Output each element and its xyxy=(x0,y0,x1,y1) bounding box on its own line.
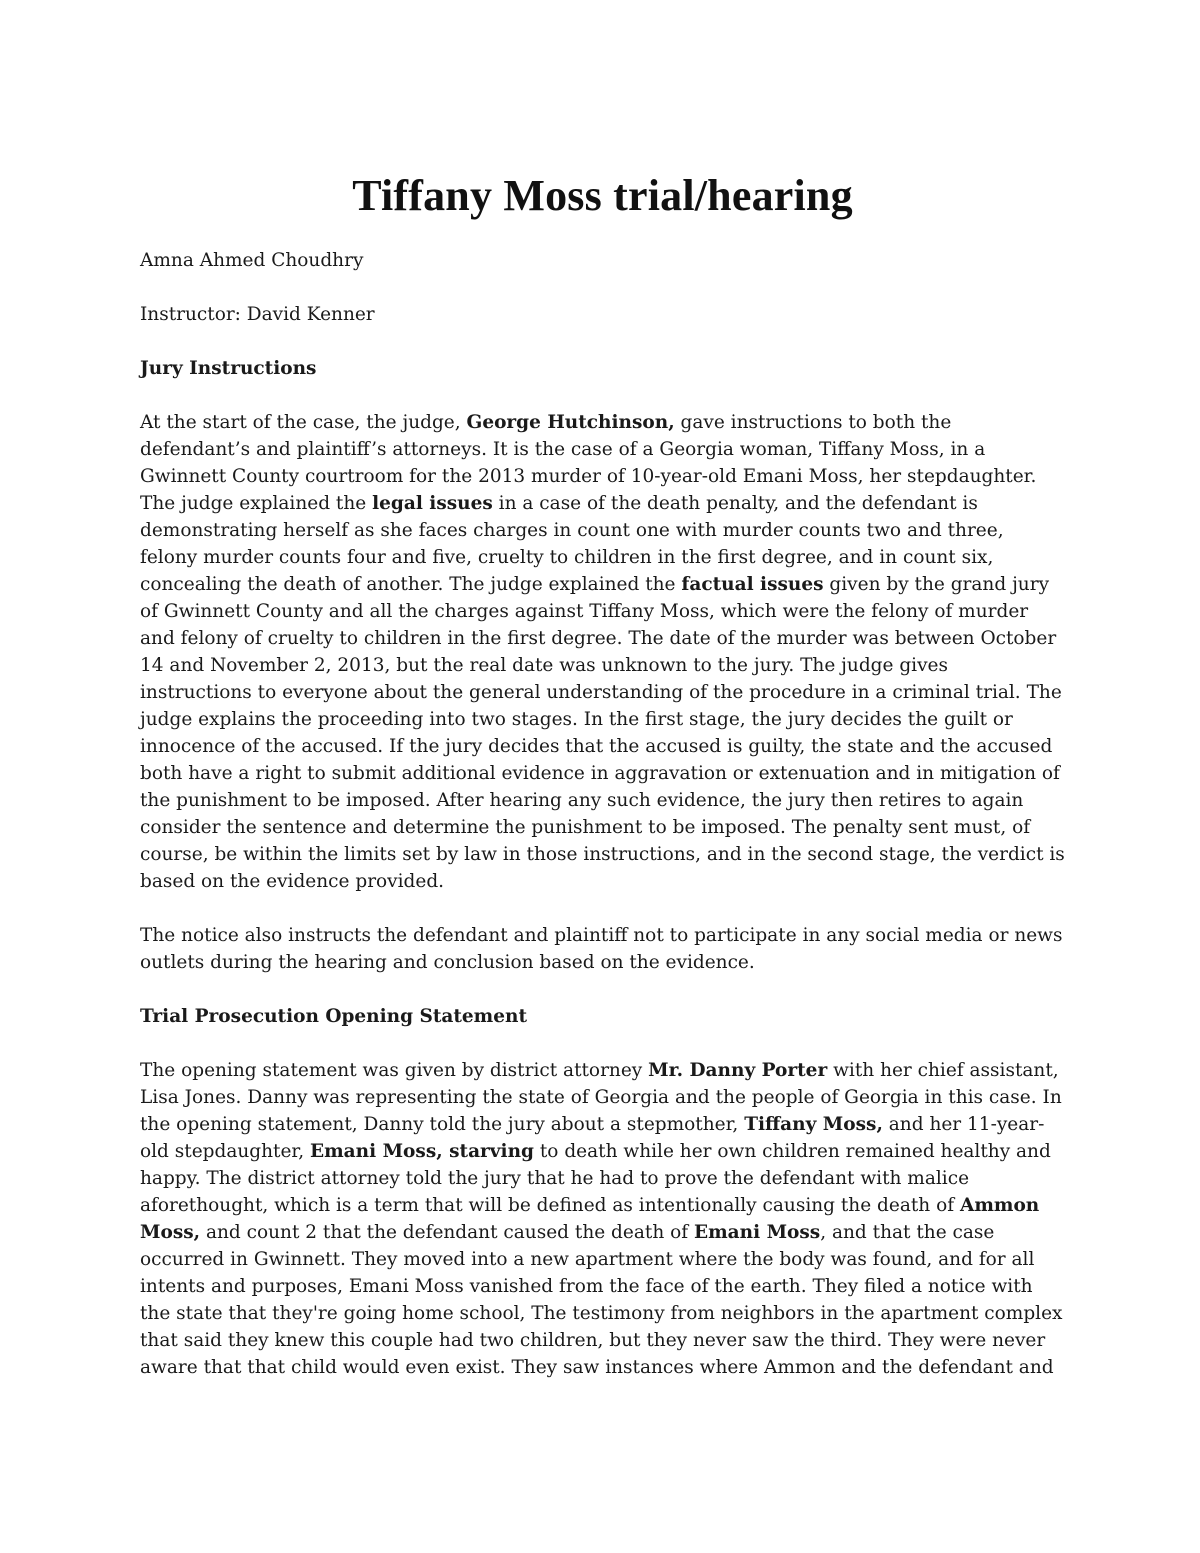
document-page xyxy=(140,170,1065,1408)
text-span: gave instructions to both the defendant’s and plaintiff’s attorneys. It is the case of a Georgia woman, Tiffany Moss, in a Gwinnett County courtroom for the 2013 murder of 10-year-old Emani Moss, her stepdaughter. The judge explained the xyxy=(140,412,1037,514)
text-span: At the start of the case, the judge, xyxy=(140,412,467,433)
text-span: The opening statement was given by district attorney xyxy=(140,1060,649,1081)
bold-text: George Hutchinson, xyxy=(466,412,675,433)
paragraph-jury-instructions-2: The notice also instructs the defendant and plaintiff not to participate in any social media or news outlets during the hearing and conclusion based on the evidence. xyxy=(140,925,1063,973)
text-span: and her 11-year-old stepdaughter, xyxy=(140,1114,1045,1162)
author-name: Amna Ahmed Choudhry xyxy=(140,250,364,271)
text-span: and count 2 that the defendant caused the death of xyxy=(200,1222,694,1243)
paragraph-jury-instructions-1 xyxy=(140,409,1065,895)
text-span: to death while her own children remained healthy and happy. The district attorney told the jury that he had to prove the defendant with malice aforethought, which is a term that will be defined as intentionally causing the death of xyxy=(140,1141,1051,1216)
bold-text: factual issues xyxy=(681,574,824,595)
instructor-line: Instructor: David Kenner xyxy=(140,304,375,325)
section-heading-jury-instructions: Jury Instructions xyxy=(140,358,317,379)
text-span: in a case of the death penalty, and the defendant is demonstrating herself as she faces charges in count one with murder counts two and three, felony murder counts four and five, cruelty to children in the first degree, and in count six, concealing the death of another. The judge explained the xyxy=(140,493,1004,595)
section-heading-prosecution-opening: Trial Prosecution Opening Statement xyxy=(140,1006,528,1027)
document-title: Tiffany Moss trial/hearing xyxy=(352,171,853,220)
text-span: with her chief assistant, Lisa Jones. Danny was representing the state of Georgia and the people of Georgia in this case. In the opening statement, Danny told the jury about a stepmother, xyxy=(140,1060,1062,1135)
paragraph-prosecution-opening-1 xyxy=(140,1057,1065,1381)
bold-text: Mr. Danny Porter xyxy=(648,1060,828,1081)
bold-text: legal issues xyxy=(372,493,493,514)
bold-text: Emani Moss xyxy=(693,1222,821,1243)
text-span: given by the grand jury of Gwinnett County and all the charges against Tiffany Moss, which were the felony of murder and felony of cruelty to children in the first degree. The date of the murder was between October 14 and November 2, 2013, but the real date was unknown to the jury. The judge gives instructions to everyone about the general understanding of the procedure in a criminal trial. The judge explains the proceeding into two stages. In the first stage, the jury decides the guilt or innocence of the accused. If the jury decides that the accused is guilty, the state and the accused both have a right to submit additional evidence in aggravation or extenuation and in mitigation of the punishment to be imposed. After hearing any such evidence, the jury then retires to again consider the sentence and determine the punishment to be imposed. The penalty sent must, of course, be within the limits set by law in those instructions, and in the second stage, the verdict is based on the evidence provided. xyxy=(140,574,1065,892)
bold-text: Ammon Moss, xyxy=(140,1195,1040,1243)
bold-text: Emani Moss, starving xyxy=(310,1141,534,1162)
bold-text: Tiffany Moss, xyxy=(744,1114,883,1135)
text-span: , and that the case occurred in Gwinnett. They moved into a new apartment where the body was found, and for all intents and purposes, Emani Moss vanished from the face of the earth. They filed a notice with the state that they're going home school, The testimony from neighbors in the apartment complex that said they knew this couple had two children, but they never saw the third. They were never aware that that child would even exist. They saw instances where Ammon and the defendant and xyxy=(140,1222,1063,1378)
